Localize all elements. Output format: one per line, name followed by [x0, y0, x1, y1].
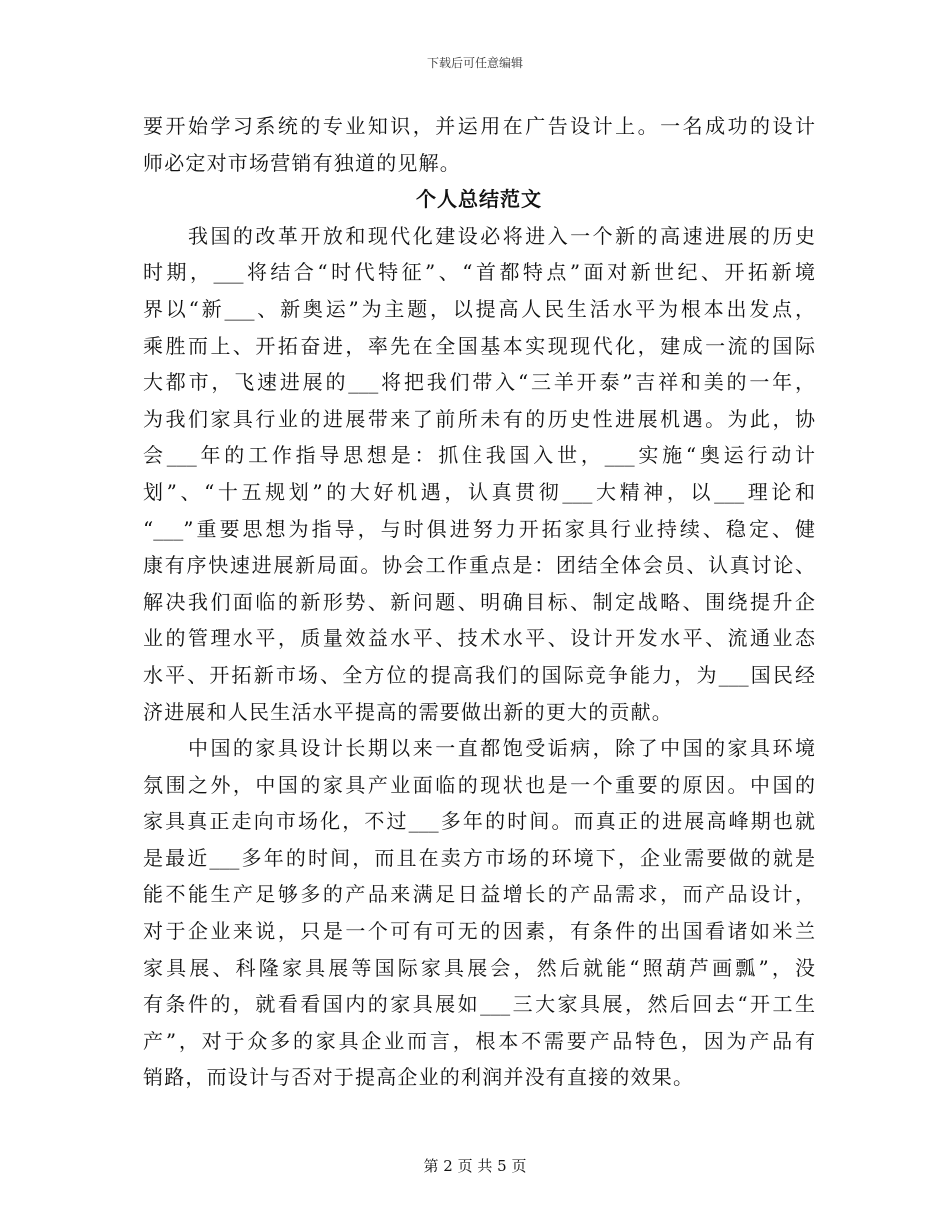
- document-body: [143, 108, 815, 1096]
- text-line: 对于企业来说，只是一个可有可无的因素，有条件的出国看诸如米兰: [143, 919, 815, 944]
- text-line: 时期，___将结合“时代特征”、“首都特点”面对新世纪、开拓新境: [143, 260, 815, 285]
- text-line: 大都市，飞速进展的___将把我们带入“三羊开泰”吉祥和美的一年，: [143, 370, 815, 395]
- text-line: 有条件的，就看看国内的家具展如___三大家具展，然后回去“开工生: [143, 992, 815, 1017]
- text-line: 会___年的工作指导思想是：抓住我国入世，___实施“奥运行动计: [143, 443, 815, 468]
- header-note: 下载后可任意编辑: [426, 56, 523, 70]
- text-line: 康有序快速进展新局面。协会工作重点是：团结全体会员、认真讨论、: [143, 553, 815, 578]
- text-line: 产”，对于众多的家具企业而言，根本不需要产品特色，因为产品有: [143, 1028, 815, 1053]
- text-line: 为我们家具行业的进展带来了前所未有的历史性进展机遇。为此，协: [143, 406, 815, 431]
- text-line: 家具真正走向市场化，不过___多年的时间。而真正的进展高峰期也就: [143, 809, 815, 834]
- text-line: 家具展、科隆家具展等国际家具展会，然后就能“照葫芦画瓢”，没: [143, 955, 815, 980]
- text-line: 氛围之外，中国的家具产业面临的现状也是一个重要的原因。中国的: [143, 772, 815, 797]
- text-line: 解决我们面临的新形势、新问题、明确目标、制定战略、围绕提升企: [143, 589, 815, 614]
- text-line: 销路，而设计与否对于提高企业的利润并没有直接的效果。: [143, 1065, 695, 1090]
- text-line: 水平、开拓新市场、全方位的提高我们的国际竞争能力，为___国民经: [143, 662, 815, 687]
- text-line: 界以“新___、新奥运”为主题，以提高人民生活水平为根本出发点，: [143, 296, 815, 321]
- text-line: 划”、“十五规划”的大好机遇，认真贯彻___大精神，以___理论和: [143, 479, 815, 504]
- text-line: 要开始学习系统的专业知识，并运用在广告设计上。一名成功的设计: [143, 114, 815, 138]
- text-line: 乘胜而上、开拓奋进，率先在全国基本实现现代化，建成一流的国际: [143, 333, 815, 358]
- text-line: 是最近___多年的时间，而且在卖方市场的环境下，企业需要做的就是: [143, 845, 815, 870]
- text-line: 济进展和人民生活水平提高的需要做出新的更大的贡献。: [143, 699, 673, 724]
- text-line: 师必定对市场营销有独道的见解。: [143, 150, 461, 175]
- text-line: 能不能生产足够多的产品来满足日益增长的产品需求，而产品设计，: [143, 882, 815, 907]
- text-line: 业的管理水平，质量效益水平、技术水平、设计开发水平、流通业态: [143, 626, 815, 651]
- text-line: “___”重要思想为指导，与时俱进努力开拓家具行业持续、稳定、健: [143, 516, 815, 541]
- text-line: 我国的改革开放和现代化建设必将进入一个新的高速进展的历史: [143, 223, 815, 248]
- text-line: 中国的家具设计长期以来一直都饱受诟病，除了中国的家具环境: [143, 736, 815, 761]
- section-title: 个人总结范文: [416, 187, 542, 212]
- page-number: 第 2 页 共 5 页: [423, 1157, 527, 1175]
